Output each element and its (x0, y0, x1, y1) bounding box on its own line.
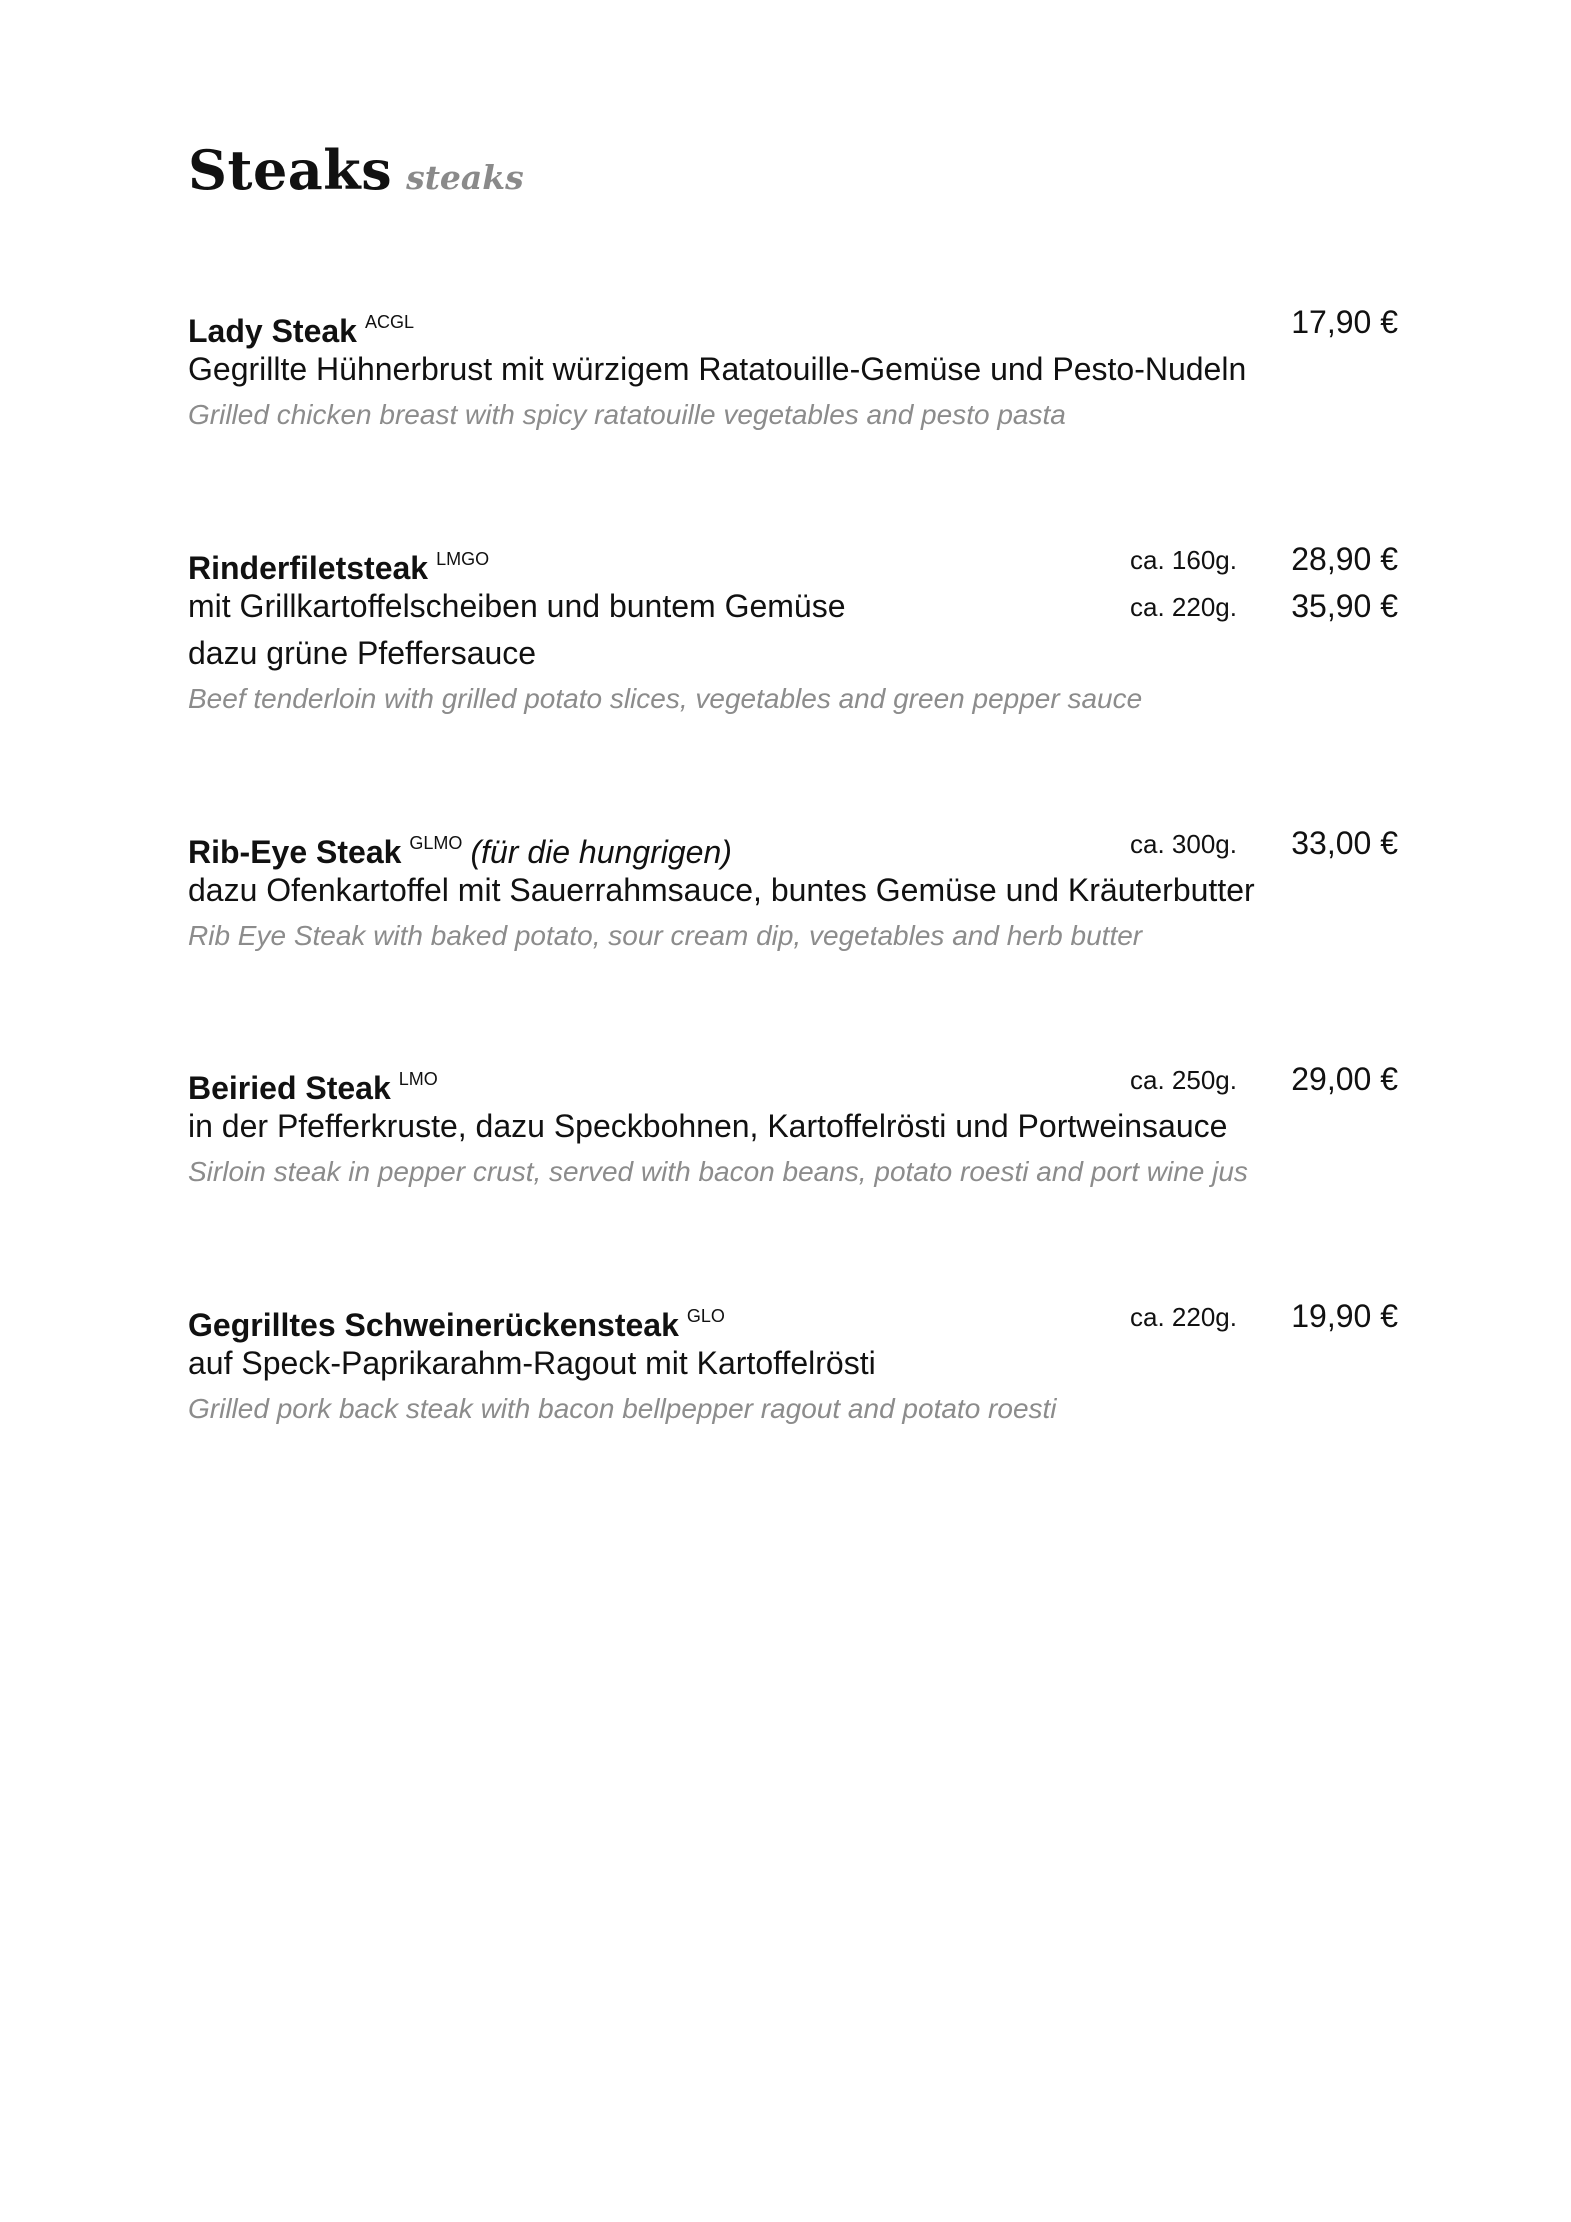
menu-item-price: 35,90 € (1291, 588, 1398, 624)
menu-item-description-english: Grilled pork back steak with bacon bellpepper ragout and potato roesti (188, 1393, 1057, 1424)
menu-item-description-english: Beef tenderloin with grilled potato slices, vegetables and green pepper sauce (188, 683, 1143, 714)
menu-item-price: 29,00 € (1291, 1061, 1398, 1097)
menu-item-description-english: Grilled chicken breast with spicy ratatouille vegetables and pesto pasta (188, 399, 1066, 430)
menu-item-name: Rinderfiletsteak (188, 550, 429, 586)
menu-item-header (188, 820, 1398, 870)
menu-item-header (188, 1293, 1398, 1343)
menu-item-name: Rib-Eye Steak (188, 834, 402, 870)
menu-item (188, 1056, 1398, 1194)
allergen-codes: ACGL (364, 312, 414, 332)
allergen-codes: LMO (398, 1069, 438, 1089)
menu-item-price: 28,90 € (1291, 541, 1398, 577)
menu-item-weight: ca. 220g. (1130, 592, 1237, 622)
allergen-codes: GLO (686, 1306, 725, 1326)
section-heading (188, 138, 524, 202)
menu-item (188, 299, 1398, 437)
menu-item-description-line: in der Pfefferkruste, dazu Speckbohnen, Kartoffelrösti und Portweinsauce (188, 1108, 1228, 1144)
menu-item-note: (für die hungrigen) (470, 834, 732, 870)
menu-item-description-line: dazu Ofenkartoffel mit Sauerrahmsauce, buntes Gemüse und Kräuterbutter (188, 872, 1255, 908)
menu-item-weight: ca. 220g. (1130, 1302, 1237, 1332)
menu-item-header (188, 536, 1398, 586)
menu-item-name: Gegrilltes Schweinerückensteak (188, 1307, 679, 1343)
allergen-codes: LMGO (436, 549, 490, 569)
menu-item-name: Lady Steak (188, 313, 357, 349)
menu-item-description-english: Sirloin steak in pepper crust, served with bacon beans, potato roesti and port wine jus (188, 1156, 1248, 1187)
menu-item-header (188, 1056, 1398, 1106)
menu-item-header (188, 299, 1398, 349)
menu-item-description-line: Gegrillte Hühnerbrust mit würzigem Ratatouille-Gemüse und Pesto-Nudeln (188, 351, 1247, 387)
menu-item (188, 1293, 1398, 1431)
menu-item-price: 33,00 € (1291, 825, 1398, 861)
section-subtitle: steaks (406, 158, 524, 197)
menu-item-name: Beiried Steak (188, 1070, 391, 1106)
menu-item-weight: ca. 250g. (1130, 1065, 1237, 1095)
menu-item-weight: ca. 160g. (1130, 545, 1237, 575)
menu-item-description-line: mit Grillkartoffelscheiben und buntem Gemüse ca. 220g. 35,90 € (188, 583, 1398, 630)
menu-item-price: 19,90 € (1291, 1298, 1398, 1334)
section-title: Steaks (188, 138, 393, 202)
menu-item-description-line: auf Speck-Paprikarahm-Ragout mit Kartoffelrösti (188, 1345, 876, 1381)
menu-item-price: 17,90 € (1291, 304, 1398, 340)
menu-item-weight: ca. 300g. (1130, 829, 1237, 859)
allergen-codes: GLMO (409, 833, 463, 853)
menu-item-description-line: dazu grüne Pfeffersauce (188, 635, 537, 671)
menu-item (188, 536, 1398, 721)
menu-item (188, 820, 1398, 958)
menu-item-description-english: Rib Eye Steak with baked potato, sour cream dip, vegetables and herb butter (188, 920, 1143, 951)
